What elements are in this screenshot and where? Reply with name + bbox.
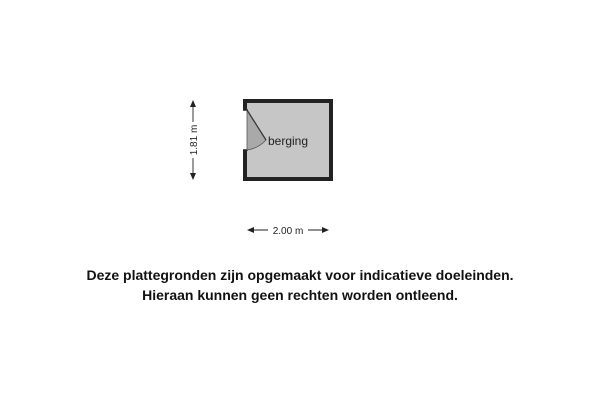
height-dimension-label: 1.81 m	[189, 124, 200, 156]
height-dimension	[187, 100, 200, 180]
disclaimer-line-1: Deze plattegronden zijn opgemaakt voor indicatieve doeleinden.	[86, 267, 514, 283]
height-arrow-bottom-icon	[190, 173, 196, 180]
room-label: berging	[267, 134, 309, 148]
width-arrow-left-icon	[247, 227, 254, 233]
width-dimension-label: 2.00 m	[272, 226, 304, 237]
height-arrow-top-icon	[190, 100, 196, 107]
disclaimer-line-2: Hieraan kunnen geen rechten worden ontleend.	[142, 287, 458, 303]
width-arrow-right-icon	[322, 227, 329, 233]
width-dimension	[247, 224, 329, 237]
